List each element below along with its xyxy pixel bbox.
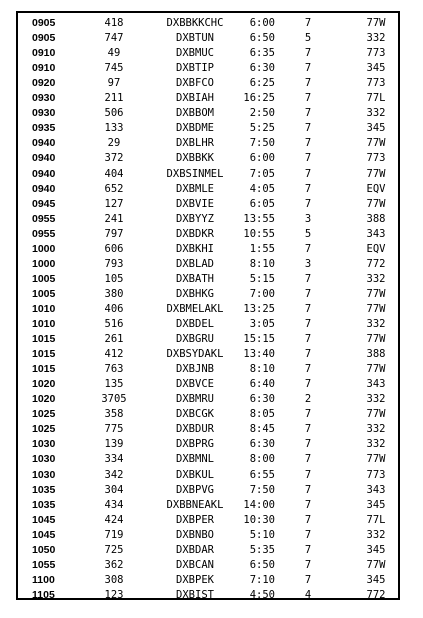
aircraft-type: 77W (366, 287, 386, 300)
aircraft-type: 77L (366, 92, 386, 105)
table-row (18, 271, 398, 287)
flight-duration: 8:05 (249, 408, 275, 421)
flight-number: 105 (104, 272, 124, 285)
route-code: DXBDKR (176, 227, 214, 240)
flight-duration: 10:55 (243, 227, 275, 240)
days-per-week: 7 (304, 182, 312, 195)
flight-duration: 6:35 (249, 47, 275, 60)
departure-time: 0930 (32, 107, 56, 120)
days-per-week: 5 (304, 227, 312, 240)
flight-number: 372 (104, 152, 124, 165)
aircraft-type: 772 (366, 588, 386, 601)
flight-duration: 13:25 (243, 302, 275, 315)
aircraft-type: 773 (366, 152, 386, 165)
table-row (18, 166, 398, 182)
days-per-week: 7 (304, 498, 312, 511)
route-code: DXBDAR (176, 543, 214, 556)
table-row (18, 376, 398, 392)
route-code: DXBPEK (176, 573, 214, 586)
flight-number: 97 (107, 77, 121, 90)
departure-time: 0905 (32, 17, 56, 29)
days-per-week: 7 (304, 122, 312, 135)
departure-time: 1035 (32, 483, 56, 496)
table-row (18, 135, 398, 151)
flight-number: 506 (104, 107, 124, 120)
flight-duration: 6:30 (249, 62, 275, 75)
aircraft-type: 345 (366, 62, 386, 75)
table-row (18, 467, 398, 483)
table-row (18, 241, 398, 257)
route-code: DXBCGK (176, 408, 214, 421)
route-code: DXBIAH (176, 92, 214, 105)
days-per-week: 7 (304, 558, 312, 571)
days-per-week: 7 (304, 378, 312, 391)
days-per-week: 7 (304, 92, 312, 105)
days-per-week: 7 (304, 348, 312, 361)
table-row (18, 196, 398, 212)
flight-duration: 14:00 (243, 498, 275, 511)
flight-number: 362 (104, 558, 124, 571)
flight-number: 127 (104, 197, 124, 210)
aircraft-type: 772 (366, 257, 386, 270)
route-code: DXBMLE (176, 182, 214, 195)
flight-number: 406 (104, 302, 124, 315)
aircraft-type: 343 (366, 378, 386, 391)
days-per-week: 7 (304, 242, 312, 255)
days-per-week: 7 (304, 152, 312, 165)
departure-time: 0955 (32, 212, 56, 225)
departure-time: 0940 (32, 137, 56, 150)
flight-number: 241 (104, 212, 124, 225)
departure-time: 0920 (32, 77, 56, 90)
table-row (18, 45, 398, 61)
aircraft-type: 77L (366, 513, 386, 526)
flight-duration: 4:50 (249, 588, 275, 601)
aircraft-type: 345 (366, 498, 386, 511)
departure-time: 1015 (32, 348, 56, 361)
flight-number: 745 (104, 62, 124, 75)
table-row (18, 105, 398, 121)
departure-time: 1030 (32, 453, 56, 466)
flight-duration: 7:05 (249, 167, 275, 180)
aircraft-type: 77W (366, 137, 386, 150)
flight-number: 261 (104, 333, 124, 346)
flight-number: 424 (104, 513, 124, 526)
days-per-week: 7 (304, 47, 312, 60)
departure-time: 1005 (32, 272, 56, 285)
days-per-week: 7 (304, 17, 312, 29)
aircraft-type: 77W (366, 167, 386, 180)
aircraft-type: 345 (366, 573, 386, 586)
flight-duration: 8:00 (249, 453, 275, 466)
days-per-week: 2 (304, 393, 312, 406)
aircraft-type: 343 (366, 483, 386, 496)
route-code: DXBIST (176, 588, 214, 601)
flight-duration: 7:10 (249, 573, 275, 586)
aircraft-type: 77W (366, 363, 386, 376)
flight-duration: 6:40 (249, 378, 275, 391)
flight-number: 211 (104, 92, 124, 105)
flight-duration: 8:45 (249, 423, 275, 436)
departure-time: 0955 (32, 227, 56, 240)
table-row (18, 572, 398, 588)
days-per-week: 7 (304, 438, 312, 451)
flight-duration: 7:50 (249, 483, 275, 496)
flight-duration: 8:10 (249, 257, 275, 270)
aircraft-type: 773 (366, 77, 386, 90)
flight-number: 404 (104, 167, 124, 180)
aircraft-type: EQV (366, 242, 386, 255)
flight-number: 775 (104, 423, 124, 436)
table-row (18, 587, 398, 603)
table-row (18, 346, 398, 362)
flight-number: 135 (104, 378, 124, 391)
route-code: DXBMRU (176, 393, 214, 406)
flight-number: 29 (107, 137, 121, 150)
flight-duration: 6:50 (249, 32, 275, 45)
departure-time: 1025 (32, 408, 56, 421)
route-code: DXBBNEAKL (166, 498, 224, 511)
route-code: DXBKUL (176, 468, 214, 481)
days-per-week: 7 (304, 318, 312, 330)
flight-duration: 2:50 (249, 107, 275, 120)
aircraft-type: 332 (366, 107, 386, 120)
flight-number: 418 (104, 17, 124, 29)
aircraft-type: EQV (366, 182, 386, 195)
route-code: DXBDUR (176, 423, 214, 436)
departure-time: 0935 (32, 122, 56, 135)
days-per-week: 7 (304, 528, 312, 541)
aircraft-type: 77W (366, 408, 386, 421)
table-row (18, 30, 398, 46)
flight-duration: 7:50 (249, 137, 275, 150)
flight-number: 342 (104, 468, 124, 481)
table-row (18, 15, 398, 31)
aircraft-type: 773 (366, 468, 386, 481)
route-code: DXBVCE (176, 378, 214, 391)
route-code: DXBBOM (176, 107, 214, 120)
days-per-week: 7 (304, 333, 312, 346)
route-code: DXBDEL (176, 318, 214, 330)
days-per-week: 7 (304, 453, 312, 466)
table-row (18, 120, 398, 136)
route-code: DXBCAN (176, 558, 214, 571)
flight-number: 763 (104, 363, 124, 376)
table-row (18, 436, 398, 452)
route-code: DXBBKK (176, 152, 214, 165)
route-code: DXBPVG (176, 483, 214, 496)
flight-duration: 6:00 (249, 152, 275, 165)
route-code: DXBMUC (176, 47, 214, 60)
table-row (18, 211, 398, 227)
flight-number: 139 (104, 438, 124, 451)
route-code: DXBTUN (176, 32, 214, 45)
route-code: DXBYYZ (176, 212, 214, 225)
flight-duration: 6:30 (249, 393, 275, 406)
flight-number: 412 (104, 348, 124, 361)
flight-duration: 10:30 (243, 513, 275, 526)
departure-time: 1045 (32, 528, 56, 541)
route-code: DXBHKG (176, 287, 214, 300)
flight-duration: 13:55 (243, 212, 275, 225)
days-per-week: 7 (304, 167, 312, 180)
aircraft-type: 332 (366, 393, 386, 406)
route-code: DXBATH (176, 272, 214, 285)
flight-duration: 4:05 (249, 182, 275, 195)
table-row (18, 226, 398, 242)
departure-time: 1020 (32, 378, 56, 391)
departure-time: 1055 (32, 558, 56, 571)
flight-duration: 15:15 (243, 333, 275, 346)
route-code: DXBKHI (176, 242, 214, 255)
departure-time: 0940 (32, 167, 56, 180)
flight-duration: 5:35 (249, 543, 275, 556)
aircraft-type: 77W (366, 453, 386, 466)
aircraft-type: 332 (366, 272, 386, 285)
route-code: DXBJNB (176, 363, 214, 376)
flight-duration: 5:25 (249, 122, 275, 135)
table-row (18, 301, 398, 317)
departure-time: 1100 (32, 573, 55, 586)
aircraft-type: 77W (366, 333, 386, 346)
flight-duration: 6:00 (249, 17, 275, 29)
departure-time: 1030 (32, 438, 56, 451)
days-per-week: 3 (304, 212, 312, 225)
departure-time: 1030 (32, 468, 56, 481)
route-code: DXBSYDAKL (166, 348, 224, 361)
aircraft-type: 77W (366, 558, 386, 571)
aircraft-type: 345 (366, 543, 386, 556)
flight-duration: 5:15 (249, 272, 275, 285)
route-code: DXBPER (176, 513, 214, 526)
table-row (18, 482, 398, 498)
flight-number: 308 (104, 573, 124, 586)
route-code: DXBGRU (176, 333, 214, 346)
departure-time: 0945 (32, 197, 56, 210)
table-row (18, 256, 398, 272)
aircraft-type: 332 (366, 528, 386, 541)
flight-duration: 13:40 (243, 348, 275, 361)
departure-time: 0940 (32, 152, 56, 165)
days-per-week: 7 (304, 513, 312, 526)
days-per-week: 7 (304, 77, 312, 90)
route-code: DXBNBO (176, 528, 214, 541)
table-row (18, 316, 398, 332)
flight-number: 793 (104, 257, 124, 270)
days-per-week: 7 (304, 423, 312, 436)
aircraft-type: 773 (366, 47, 386, 60)
days-per-week: 7 (304, 302, 312, 315)
route-code: DXBMNL (176, 453, 214, 466)
flight-duration: 1:55 (249, 242, 275, 255)
flight-number: 123 (104, 588, 124, 601)
route-code: DXBTIP (176, 62, 214, 75)
days-per-week: 7 (304, 287, 312, 300)
table-row (18, 60, 398, 76)
aircraft-type: 332 (366, 32, 386, 45)
departure-time: 1020 (32, 393, 56, 406)
flight-duration: 6:55 (249, 468, 275, 481)
table-row (18, 421, 398, 437)
flight-number: 725 (104, 543, 124, 556)
aircraft-type: 77W (366, 17, 386, 29)
table-row (18, 527, 398, 543)
days-per-week: 4 (304, 588, 312, 601)
days-per-week: 7 (304, 543, 312, 556)
table-row (18, 181, 398, 197)
departure-time: 1005 (32, 287, 56, 300)
route-code: DXBBKKCHC (166, 17, 224, 29)
route-code: DXBVIE (176, 197, 214, 210)
aircraft-type: 332 (366, 423, 386, 436)
flight-number: 334 (104, 453, 124, 466)
flight-number: 358 (104, 408, 124, 421)
flight-duration: 7:00 (249, 287, 275, 300)
aircraft-type: 332 (366, 318, 386, 330)
days-per-week: 7 (304, 137, 312, 150)
table-row (18, 75, 398, 91)
aircraft-type: 388 (366, 212, 386, 225)
flight-duration: 5:10 (249, 528, 275, 541)
days-per-week: 7 (304, 468, 312, 481)
days-per-week: 7 (304, 197, 312, 210)
table-row (18, 391, 398, 407)
table-row (18, 557, 398, 573)
aircraft-type: 345 (366, 122, 386, 135)
table-row (18, 542, 398, 558)
departure-time: 1000 (32, 257, 56, 270)
flight-number: 133 (104, 122, 124, 135)
days-per-week: 7 (304, 408, 312, 421)
departure-time: 1035 (32, 498, 56, 511)
flight-number: 516 (104, 318, 124, 330)
flight-number: 797 (104, 227, 124, 240)
table-row (18, 406, 398, 422)
departure-time: 1015 (32, 333, 56, 346)
route-code: DXBDME (176, 122, 214, 135)
flight-number: 434 (104, 498, 124, 511)
days-per-week: 7 (304, 62, 312, 75)
days-per-week: 7 (304, 573, 312, 586)
flight-duration: 3:05 (249, 318, 275, 330)
departure-time: 1015 (32, 363, 56, 376)
departure-time: 1105 (32, 588, 55, 601)
departure-time: 1050 (32, 543, 56, 556)
table-row (18, 150, 398, 166)
table-row (18, 331, 398, 347)
departure-time: 1000 (32, 242, 56, 255)
schedule-table (16, 11, 400, 600)
flight-duration: 6:30 (249, 438, 275, 451)
departure-time: 0910 (32, 47, 56, 60)
flight-duration: 6:25 (249, 77, 275, 90)
route-code: DXBLHR (176, 137, 214, 150)
departure-time: 1045 (32, 513, 56, 526)
route-code: DXBMELAKL (166, 302, 224, 315)
days-per-week: 3 (304, 257, 312, 270)
flight-number: 3705 (101, 393, 127, 406)
departure-time: 0930 (32, 92, 56, 105)
departure-time: 1010 (32, 318, 56, 330)
table-row (18, 90, 398, 106)
days-per-week: 5 (304, 32, 312, 45)
aircraft-type: 343 (366, 227, 386, 240)
departure-time: 0905 (32, 32, 56, 45)
route-code: DXBPRG (176, 438, 214, 451)
departure-time: 1025 (32, 423, 56, 436)
departure-time: 1010 (32, 302, 56, 315)
flight-number: 652 (104, 182, 124, 195)
flight-duration: 6:50 (249, 558, 275, 571)
aircraft-type: 77W (366, 197, 386, 210)
route-code: DXBSINMEL (166, 167, 224, 180)
flight-number: 719 (104, 528, 124, 541)
table-row (18, 286, 398, 302)
aircraft-type: 332 (366, 438, 386, 451)
table-row (18, 361, 398, 377)
flight-duration: 8:10 (249, 363, 275, 376)
departure-time: 0910 (32, 62, 56, 75)
aircraft-type: 77W (366, 302, 386, 315)
flight-duration: 6:05 (249, 197, 275, 210)
table-row (18, 451, 398, 467)
route-code: DXBLAD (176, 257, 214, 270)
flight-number: 747 (104, 32, 124, 45)
days-per-week: 7 (304, 272, 312, 285)
flight-number: 606 (104, 242, 124, 255)
flight-number: 49 (107, 47, 121, 60)
table-row (18, 512, 398, 528)
aircraft-type: 388 (366, 348, 386, 361)
days-per-week: 7 (304, 483, 312, 496)
table-row (18, 497, 398, 513)
days-per-week: 7 (304, 363, 312, 376)
flight-number: 380 (104, 287, 124, 300)
departure-time: 0940 (32, 182, 56, 195)
flight-number: 304 (104, 483, 124, 496)
flight-duration: 16:25 (243, 92, 275, 105)
route-code: DXBFCO (176, 77, 214, 90)
days-per-week: 7 (304, 107, 312, 120)
